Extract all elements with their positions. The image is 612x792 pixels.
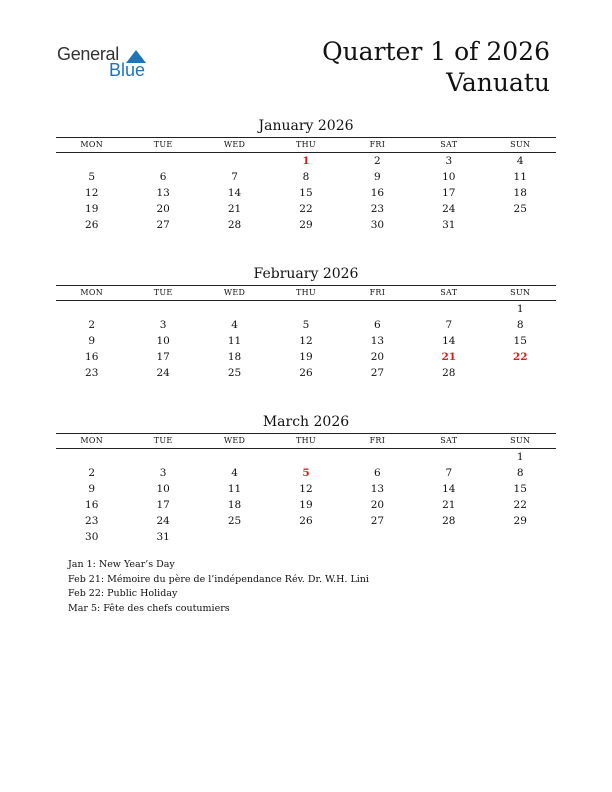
- day-cell: 23: [85, 367, 99, 379]
- day-cell: 16: [85, 499, 99, 511]
- day-cell: 18: [227, 499, 242, 511]
- day-cell: 4: [516, 155, 524, 167]
- day-cell: 23: [85, 515, 99, 527]
- day-cell: 23: [370, 203, 385, 215]
- day-cell: 24: [442, 203, 456, 215]
- day-cell: 27: [156, 219, 170, 231]
- weekday-label: MON: [80, 140, 104, 149]
- day-cell: 14: [442, 483, 456, 495]
- holiday-note: Mar 5: Fête des chefs coutumiers: [68, 602, 230, 614]
- weekday-label: FRI: [369, 288, 386, 297]
- day-cell: 3: [159, 319, 167, 331]
- day-cell: 25: [227, 367, 242, 379]
- weekday-label: THU: [295, 436, 316, 445]
- day-cell: 13: [156, 187, 170, 199]
- day-cell: 17: [156, 351, 170, 363]
- day-cell: 29: [299, 219, 313, 231]
- month-title: January 2026: [258, 118, 354, 134]
- weekday-label: FRI: [369, 436, 386, 445]
- day-cell: 18: [227, 351, 242, 363]
- weekday-label: SUN: [510, 436, 531, 445]
- holiday-note: Feb 22: Public Holiday: [68, 588, 178, 599]
- day-cell: 15: [513, 483, 527, 495]
- day-cell: 8: [302, 171, 310, 183]
- day-cell: 8: [516, 467, 524, 479]
- weekday-header-row: [56, 434, 556, 449]
- day-cell: 24: [156, 367, 170, 379]
- weekday-label: WED: [223, 288, 246, 297]
- day-cell: 5: [302, 319, 310, 331]
- country-title: Vanuatu: [446, 68, 550, 97]
- day-cell: 1: [516, 303, 524, 315]
- weekday-label: TUE: [153, 140, 173, 149]
- day-cell: [270, 529, 341, 545]
- weekday-header-row: [56, 286, 556, 301]
- day-cell: 20: [370, 499, 385, 511]
- month-calendar: [56, 413, 556, 545]
- page-title: [322, 36, 550, 98]
- day-cell: 11: [227, 335, 242, 347]
- day-cell: [413, 301, 484, 317]
- weekday-label: THU: [295, 140, 316, 149]
- day-cell: 27: [370, 515, 385, 527]
- day-cell: 24: [156, 515, 170, 527]
- holiday-notes: [68, 558, 369, 616]
- day-cell: 8: [516, 319, 524, 331]
- weekday-label: THU: [295, 288, 316, 297]
- weekday-label: SUN: [510, 140, 531, 149]
- day-cell: 19: [85, 203, 99, 215]
- day-cell: 3: [159, 467, 167, 479]
- day-cell: 3: [445, 155, 453, 167]
- day-cell: 31: [156, 531, 170, 543]
- week-row: [56, 349, 556, 365]
- day-cell: 9: [88, 483, 96, 495]
- holiday-day-cell: 21: [441, 351, 457, 363]
- day-cell: 5: [88, 171, 96, 183]
- week-row: [56, 185, 556, 201]
- week-row: [56, 449, 556, 465]
- day-cell: 25: [513, 203, 527, 215]
- quarter-title: Quarter 1 of 2026: [322, 37, 550, 66]
- holiday-day-cell: 1: [302, 155, 310, 167]
- weekday-label: MON: [80, 436, 104, 445]
- holiday-day-cell: 5: [302, 467, 310, 479]
- week-row: [56, 301, 556, 317]
- day-cell: 26: [299, 515, 313, 527]
- weekday-label: SAT: [440, 436, 458, 445]
- day-cell: [342, 301, 413, 317]
- weekday-label: FRI: [369, 140, 386, 149]
- day-cell: 15: [513, 335, 527, 347]
- day-cell: 15: [299, 187, 313, 199]
- weekday-label: WED: [223, 436, 246, 445]
- day-cell: 16: [85, 351, 99, 363]
- month-title: February 2026: [253, 266, 359, 282]
- weekday-label: SUN: [510, 288, 531, 297]
- day-cell: 12: [85, 187, 99, 199]
- day-cell: 2: [88, 319, 96, 331]
- day-cell: 7: [445, 467, 453, 479]
- day-cell: [413, 529, 484, 545]
- day-cell: 20: [370, 351, 385, 363]
- day-cell: [342, 529, 413, 545]
- day-cell: 17: [156, 499, 170, 511]
- day-cell: [56, 153, 127, 169]
- day-cell: 9: [374, 171, 381, 183]
- day-cell: [485, 529, 556, 545]
- day-cell: 9: [88, 335, 96, 347]
- day-cell: 22: [513, 499, 527, 511]
- day-cell: [270, 449, 341, 465]
- day-cell: 19: [299, 351, 313, 363]
- day-cell: [199, 449, 270, 465]
- logo-general-text: General: [57, 44, 119, 64]
- day-cell: [56, 449, 127, 465]
- day-cell: 16: [370, 187, 385, 199]
- day-cell: 28: [442, 367, 456, 379]
- month-title: March 2026: [262, 414, 350, 430]
- day-cell: 18: [513, 187, 527, 199]
- weekday-label: WED: [223, 140, 246, 149]
- day-cell: 13: [370, 483, 385, 495]
- week-row: [56, 529, 556, 545]
- day-cell: [342, 449, 413, 465]
- day-cell: 28: [442, 515, 456, 527]
- day-cell: 4: [231, 319, 238, 331]
- weekday-label: TUE: [153, 288, 173, 297]
- day-cell: [199, 529, 270, 545]
- holiday-note: Jan 1: New Year’s Day: [68, 559, 175, 570]
- day-cell: 29: [513, 515, 527, 527]
- day-cell: 30: [370, 219, 385, 231]
- day-cell: 22: [299, 203, 313, 215]
- day-cell: [485, 217, 556, 233]
- day-cell: 11: [227, 483, 242, 495]
- weekday-label: SAT: [440, 288, 458, 297]
- day-cell: 12: [299, 483, 313, 495]
- weekday-label: TUE: [153, 436, 173, 445]
- week-row: [56, 513, 556, 529]
- month-calendar: [56, 265, 556, 381]
- day-cell: [485, 365, 556, 381]
- holiday-note: Feb 21: Mémoire du père de l’indépendance Rév. Dr. W.H. Lini: [68, 573, 369, 585]
- month-calendar: [56, 117, 556, 233]
- day-cell: 10: [442, 171, 456, 183]
- day-cell: 7: [445, 319, 453, 331]
- day-cell: [199, 153, 270, 169]
- day-cell: 17: [442, 187, 456, 199]
- day-cell: 31: [442, 219, 456, 231]
- day-cell: 4: [231, 467, 238, 479]
- day-cell: [127, 449, 198, 465]
- week-row: [56, 217, 556, 233]
- day-cell: 21: [442, 499, 456, 511]
- day-cell: 6: [374, 467, 381, 479]
- day-cell: 2: [374, 155, 381, 167]
- day-cell: [127, 301, 198, 317]
- day-cell: 27: [370, 367, 385, 379]
- day-cell: 7: [231, 171, 238, 183]
- week-row: [56, 153, 556, 169]
- day-cell: [199, 301, 270, 317]
- day-cell: [56, 301, 127, 317]
- day-cell: [413, 449, 484, 465]
- day-cell: [127, 153, 198, 169]
- day-cell: 30: [85, 531, 99, 543]
- weekday-header-row: [56, 138, 556, 153]
- day-cell: 25: [227, 515, 242, 527]
- day-cell: 10: [156, 483, 170, 495]
- day-cell: 28: [227, 219, 242, 231]
- weekday-label: MON: [80, 288, 104, 297]
- week-row: [56, 201, 556, 217]
- day-cell: 6: [374, 319, 381, 331]
- day-cell: 11: [513, 171, 527, 183]
- logo-blue-text: Blue: [109, 60, 146, 80]
- logo: [57, 44, 157, 80]
- day-cell: 21: [227, 203, 242, 215]
- day-cell: [270, 301, 341, 317]
- day-cell: 19: [299, 499, 313, 511]
- day-cell: 26: [85, 219, 99, 231]
- day-cell: 26: [299, 367, 313, 379]
- day-cell: 6: [159, 171, 167, 183]
- day-cell: 10: [156, 335, 170, 347]
- week-row: [56, 169, 556, 185]
- week-row: [56, 481, 556, 497]
- holiday-day-cell: 22: [512, 351, 528, 363]
- day-cell: 14: [442, 335, 456, 347]
- day-cell: 12: [299, 335, 313, 347]
- week-row: [56, 317, 556, 333]
- day-cell: 13: [370, 335, 385, 347]
- week-row: [56, 333, 556, 349]
- day-cell: 20: [156, 203, 170, 215]
- week-row: [56, 365, 556, 381]
- day-cell: 1: [516, 451, 524, 463]
- week-row: [56, 465, 556, 481]
- day-cell: 2: [88, 467, 96, 479]
- day-cell: 14: [227, 187, 242, 199]
- week-row: [56, 497, 556, 513]
- weekday-label: SAT: [440, 140, 458, 149]
